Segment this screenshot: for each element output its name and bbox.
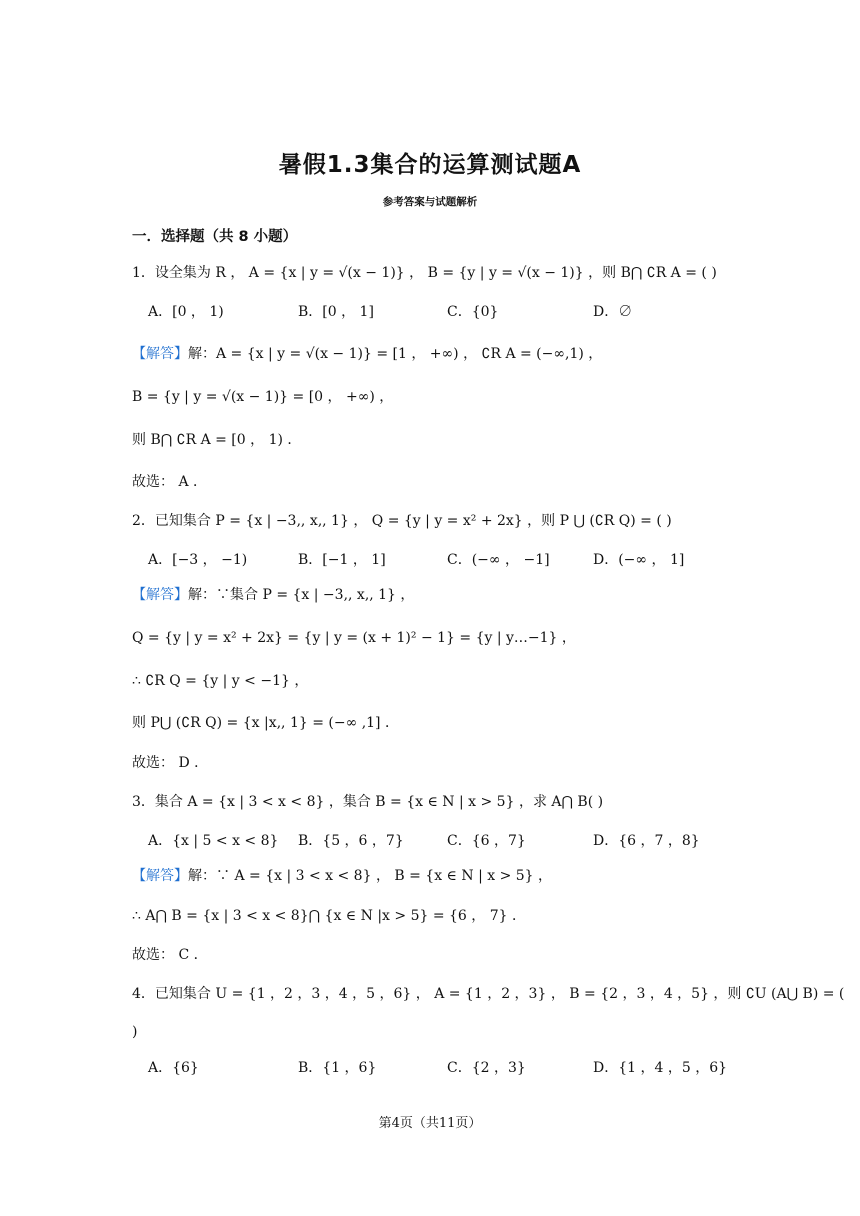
question-1-option-d: D．∅ [593, 304, 633, 320]
question-1-solution-line-2: B = {y | y = √(x − 1)} = [0 ， +∞) ， [132, 389, 394, 405]
question-1-solution-line-1 [132, 344, 602, 364]
question-4-stem-continued: ) [132, 1024, 138, 1040]
section-heading: 一．选择题（共 8 小题） [132, 229, 298, 245]
question-4-stem: 4．已知集合 U = {1 ，2 ，3 ，4 ，5 ，6} ， A = {1 ，2 ，3} ， B = {2 ，3 ，4 ，5} ，则 ∁U (A⋃ B) = ( [132, 986, 845, 1002]
jieda-label: 【解答】 [132, 868, 188, 884]
page-subtitle: 参考答案与试题解析 [382, 196, 478, 208]
question-1-option-c: C．{0} [447, 304, 499, 320]
solution-text: ∵ A = {x | 3 < x < 8} ， B = {x ∈ N | x > 5} ， [216, 868, 553, 884]
question-4-option-c: C．{2 ，3} [447, 1060, 526, 1076]
question-2-option-a: A．[−3 ， −1) [148, 552, 248, 568]
question-2-option-c: C．(−∞ ， −1] [447, 552, 550, 568]
question-2-solution-line-4: 则 P⋃ (∁R Q) = {x |x‚, 1} = (−∞ ,1] ． [132, 715, 399, 731]
question-1-solution-line-3: 则 B⋂ ∁R A = [0 ， 1) ． [132, 432, 302, 448]
question-1-solution-line-4: 故选： A ． [132, 474, 208, 490]
question-3-stem: 3．集合 A = {x | 3 < x < 8} ，集合 B = {x ∈ N | x > 5} ，求 A⋂ B( ) [132, 794, 604, 810]
question-2-solution-line-5: 故选： D ． [132, 755, 209, 771]
solution-text: ∵集合 P = {x | −3‚, x‚, 1} ， [216, 587, 415, 603]
jieda-label: 【解答】 [132, 346, 188, 362]
question-1-stem: 1．设全集为 R ， A = {x | y = √(x − 1)} ， B = {y | y = √(x − 1)} ，则 B⋂ ∁R A = ( ) [132, 265, 717, 281]
question-4-option-d: D．{1 ，4 ，5 ，6} [593, 1060, 728, 1076]
question-1-option-a: A．[0 ， 1) [148, 304, 224, 320]
question-3-solution-line-2: ∴ A⋂ B = {x | 3 < x < 8}⋂ {x ∈ N |x > 5} = {6 ， 7} ． [132, 908, 526, 924]
jie-word: 解： [188, 587, 216, 603]
question-2-solution-line-2: Q = {y | y = x² + 2x} = {y | y = (x + 1)² − 1} = {y | y…−1} ， [132, 630, 576, 646]
page-footer: 第4页（共11页） [378, 1116, 482, 1131]
question-4-option-a: A．{6} [148, 1060, 199, 1076]
solution-text: A = {x | y = √(x − 1)} = [1 ， +∞) ， ∁R A = (−∞,1) ， [216, 346, 603, 362]
question-4-option-b: B．{1 ，6} [298, 1060, 377, 1076]
page-title: 暑假1.3集合的运算测试题A [278, 152, 582, 178]
jie-word: 解： [188, 868, 216, 884]
question-2-stem: 2．已知集合 P = {x | −3‚, x‚, 1} ， Q = {y | y = x² + 2x} ，则 P ⋃ (∁R Q) = ( ) [132, 513, 672, 529]
question-1-option-b: B．[0 ， 1] [298, 304, 374, 320]
jieda-label: 【解答】 [132, 587, 188, 603]
question-3-option-c: C．{6 ，7} [447, 833, 526, 849]
question-2-solution-line-1 [132, 585, 414, 605]
question-3-option-b: B．{5 ，6 ，7} [298, 833, 404, 849]
question-2-option-d: D．(−∞ ， 1] [593, 552, 685, 568]
question-3-solution-line-1 [132, 866, 552, 886]
question-2-solution-line-3: ∴ ∁R Q = {y | y < −1} ， [132, 673, 309, 689]
question-2-option-b: B．[−1 ， 1] [298, 552, 386, 568]
question-3-solution-line-3: 故选： C ． [132, 947, 208, 963]
question-3-option-a: A．{x | 5 < x < 8} [148, 833, 279, 849]
jie-word: 解： [188, 346, 216, 362]
question-3-option-d: D．{6 ，7 ，8} [593, 833, 700, 849]
